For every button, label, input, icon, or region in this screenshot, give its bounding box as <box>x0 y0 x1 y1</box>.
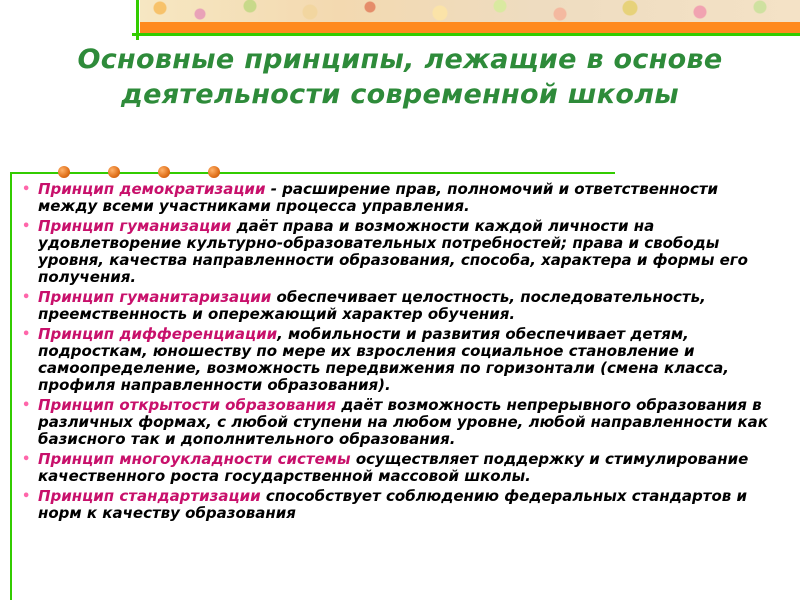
bullet-icon: • <box>22 290 31 305</box>
principle-term: Принцип демократизации <box>38 180 266 198</box>
orange-accent-bar <box>140 22 800 33</box>
green-divider-line <box>10 172 615 174</box>
orange-dot-icon <box>58 166 70 178</box>
bullet-icon: • <box>22 489 31 504</box>
bullet-icon: • <box>22 182 31 197</box>
slide-title: Основные принципы, лежащие в основе деятельности современной школы <box>77 44 723 110</box>
bullet-icon: • <box>22 452 31 467</box>
green-corner-line <box>136 0 139 40</box>
principle-term: Принцип дифференциации <box>38 325 278 343</box>
green-accent-line <box>132 33 800 36</box>
orange-dot-icon <box>158 166 170 178</box>
bullet-icon: • <box>22 327 31 342</box>
principle-description: - расширение прав, полномочий и ответственности между всеми участниками процесса управления. <box>38 180 719 215</box>
principle-description: способствует соблюдению федеральных стандартов и норм к качеству образования <box>38 487 747 522</box>
principle-description: обеспечивает целостность, последовательность, преемственность и опережающий характер обучения. <box>38 288 706 323</box>
principle-term: Принцип гуманитаризации <box>38 288 272 306</box>
bullet-icon: • <box>22 398 31 413</box>
list-item <box>22 181 782 215</box>
principle-description: даёт возможность непрерывного образования в различных формах, с любой ступени на любом уровне, любой направленности как базисного так и дополнительного образования. <box>38 396 768 448</box>
list-item <box>22 451 782 485</box>
principle-description: осуществляет поддержку и стимулирование качественного роста государственной массовой школы. <box>38 450 749 485</box>
principle-term: Принцип гуманизации <box>38 217 232 235</box>
list-item <box>22 218 782 286</box>
orange-dot-icon <box>208 166 220 178</box>
principle-term: Принцип многоукладности системы <box>38 450 351 468</box>
list-item <box>22 488 782 522</box>
bullet-icon: • <box>22 219 31 234</box>
green-left-border <box>10 172 12 600</box>
principle-description: даёт права и возможности каждой личности на удовлетворение культурно-образовательных потребностей; права и свободы уровня, качества направленности образования, способа, характера и формы его получения. <box>38 217 748 286</box>
list-item <box>22 326 782 394</box>
principle-description: , мобильности и развития обеспечивает детям, подросткам, юношеству по мере их взросления социальное становление и самоопределение, возможность передвижения по горизонтали (смена класса, профиля направленности образования). <box>38 325 729 394</box>
principle-term: Принцип открытости образования <box>38 396 336 414</box>
principles-list <box>22 181 782 525</box>
decorative-flower-banner <box>140 0 800 22</box>
orange-dot-icon <box>108 166 120 178</box>
list-item <box>22 397 782 448</box>
principle-term: Принцип стандартизации <box>38 487 261 505</box>
list-item <box>22 289 782 323</box>
